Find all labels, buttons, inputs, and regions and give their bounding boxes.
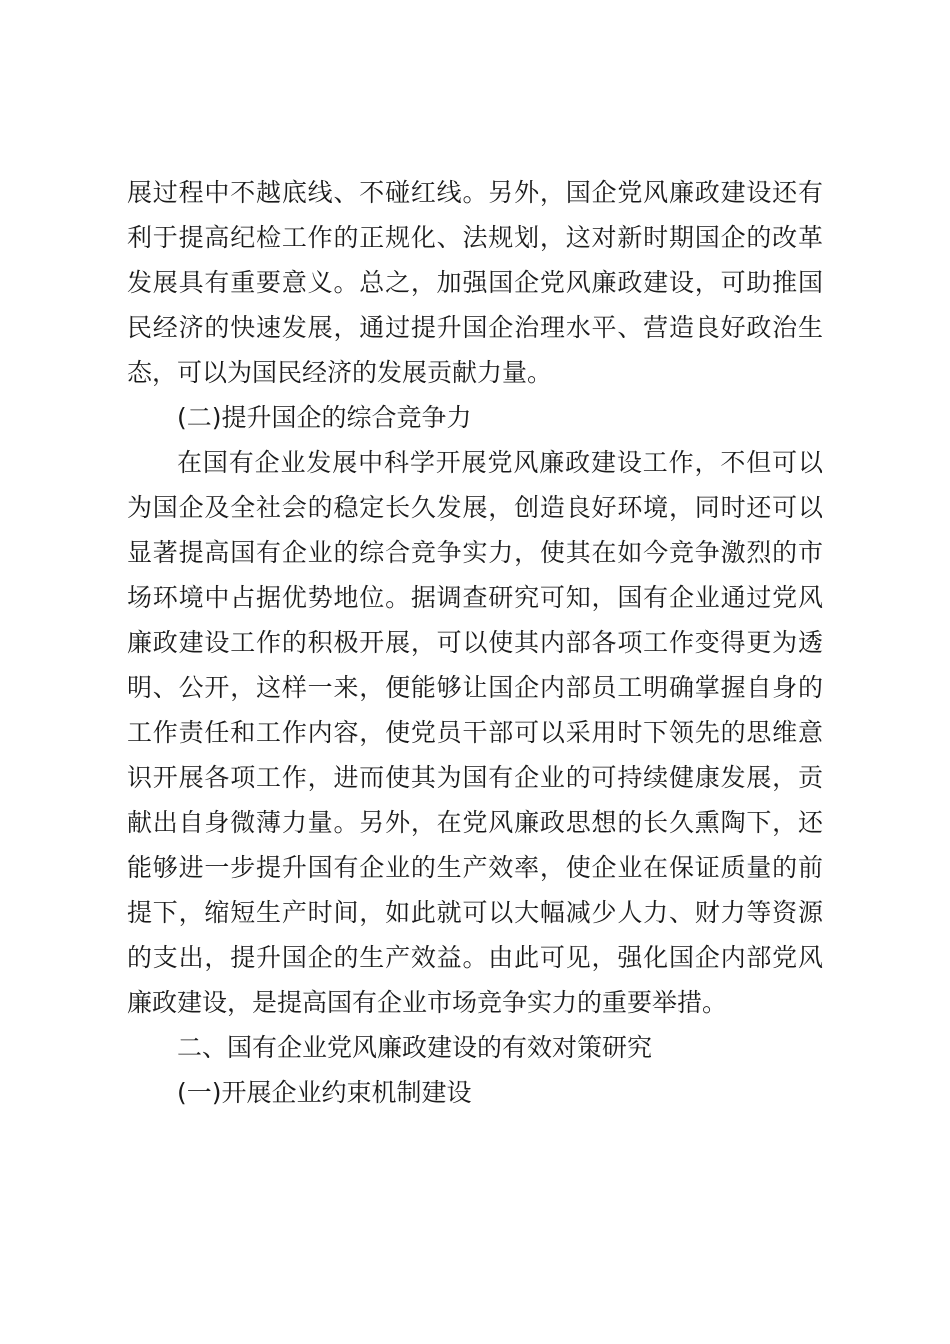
subheading-1: (一)开展企业约束机制建设	[177, 1078, 472, 1107]
section-heading-2: 二、国有企业党风廉政建设的有效对策研究	[177, 1033, 653, 1062]
subheading-2: (二)提升国企的综合竞争力	[177, 403, 472, 432]
document-body	[127, 170, 823, 1115]
paragraph-competitiveness: 在国有企业发展中科学开展党风廉政建设工作，不但可以为国企及全社会的稳定长久发展，创造良好环境，同时还可以显著提高国有企业的综合竞争实力，使其在如今竞争激烈的市场环境中占据优势地位。据调查研究可知，国有企业通过党风廉政建设工作的积极开展，可以使其内部各项工作变得更为透明、公开，这样一来，便能够让国企内部员工明确掌握自身的工作责任和工作内容，使党员干部可以采用时下领先的思维意识开展各项工作，进而使其为国有企业的可持续健康发展，贡献出自身微薄力量。另外，在党风廉政思想的长久熏陶下，还能够进一步提升国有企业的生产效率，使企业在保证质量的前提下，缩短生产时间，如此就可以大幅减少人力、财力等资源的支出，提升国企的生产效益。由此可见，强化国企内部党风廉政建设，是提高国有企业市场竞争实力的重要举措。	[127, 448, 823, 1017]
paragraph-continuation: 展过程中不越底线、不碰红线。另外，国企党风廉政建设还有利于提高纪检工作的正规化、法规划，这对新时期国企的改革发展具有重要意义。总之，加强国企党风廉政建设，可助推国民经济的快速发展，通过提升国企治理水平、营造良好政治生态，可以为国民经济的发展贡献力量。	[127, 178, 823, 387]
